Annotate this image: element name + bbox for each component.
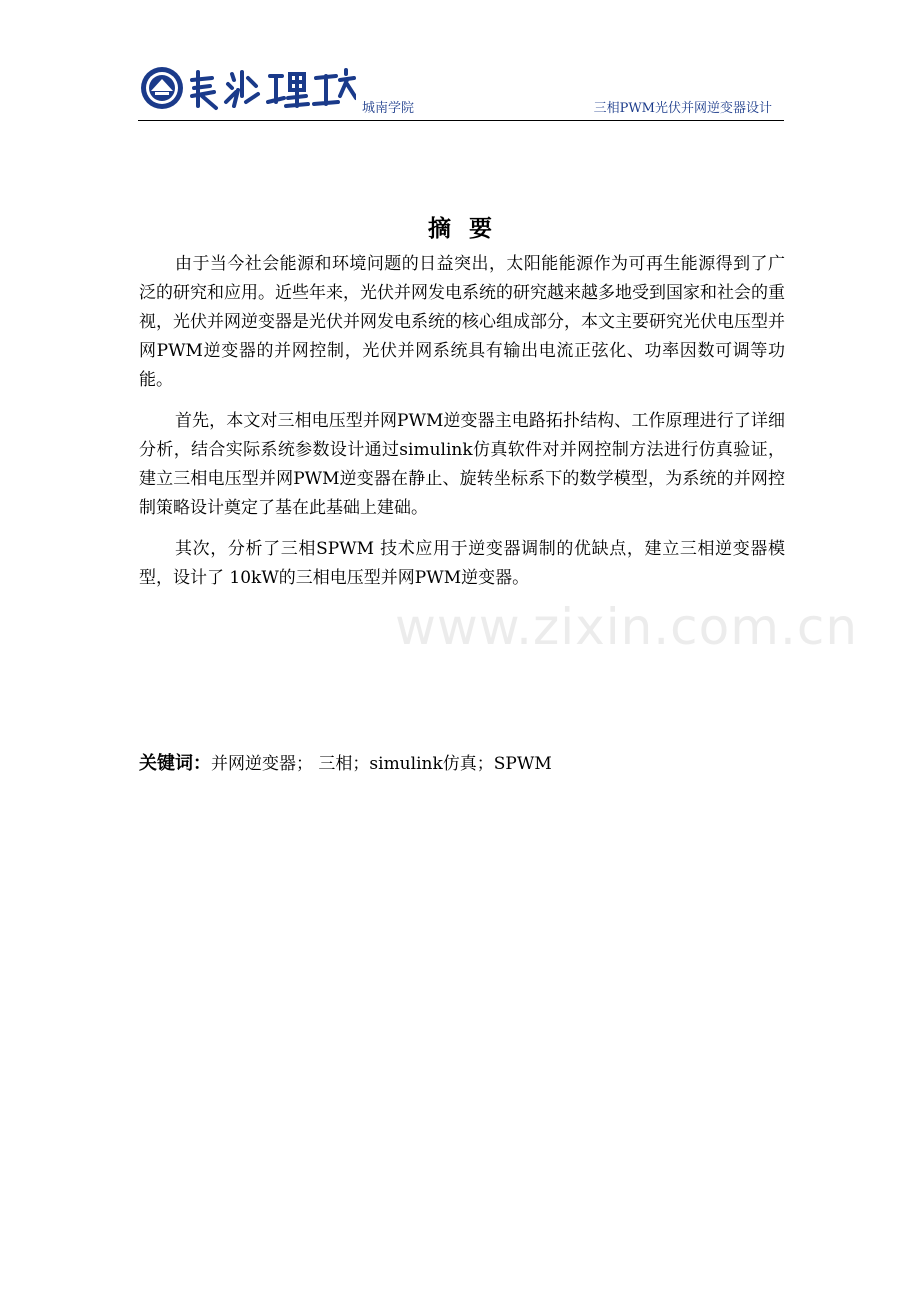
keywords-line: [139, 750, 785, 778]
abstract-heading: 摘要: [428, 216, 510, 242]
watermark: www.zixin.com.cn: [395, 598, 859, 656]
page-header: [138, 62, 784, 121]
university-seal-logo: [140, 66, 184, 110]
keywords-text: 并网逆变器； 三相；simulink仿真；SPWM: [211, 754, 552, 774]
abstract-paragraph-2: 首先，本文对三相电压型并网PWM逆变器主电路拓扑结构、工作原理进行了详细分析，结合实际系统参数设计通过simulink仿真软件对并网控制方法进行仿真验证，建立三相电压型并网PWM逆变器在静止、旋转坐标系下的数学模型，为系统的并网控制策略设计奠定了基在此基础上建础。: [139, 411, 785, 518]
abstract-body: [139, 250, 785, 605]
keywords-label: 关键词：: [139, 753, 211, 774]
abstract-paragraph-3: 其次，分析了三相SPWM 技术应用于逆变器调制的优缺点，建立三相逆变器模型，设计了 10kW的三相电压型并网PWM逆变器。: [139, 539, 785, 588]
document-title: 三相PWM光伏并网逆变器设计: [593, 101, 772, 116]
university-calligraphy-logo: [190, 66, 356, 112]
college-name: 城南学院: [362, 101, 415, 116]
abstract-paragraph-1: 由于当今社会能源和环境问题的日益突出，太阳能能源作为可再生能源得到了广泛的研究和应用。近些年来，光伏并网发电系统的研究越来越多地受到国家和社会的重视，光伏并网逆变器是光伏并网发电系统的核心组成部分，本文主要研究光伏电压型并网PWM逆变器的并网控制，光伏并网系统具有输出电流正弦化、功率因数可调等功能。: [139, 254, 785, 390]
